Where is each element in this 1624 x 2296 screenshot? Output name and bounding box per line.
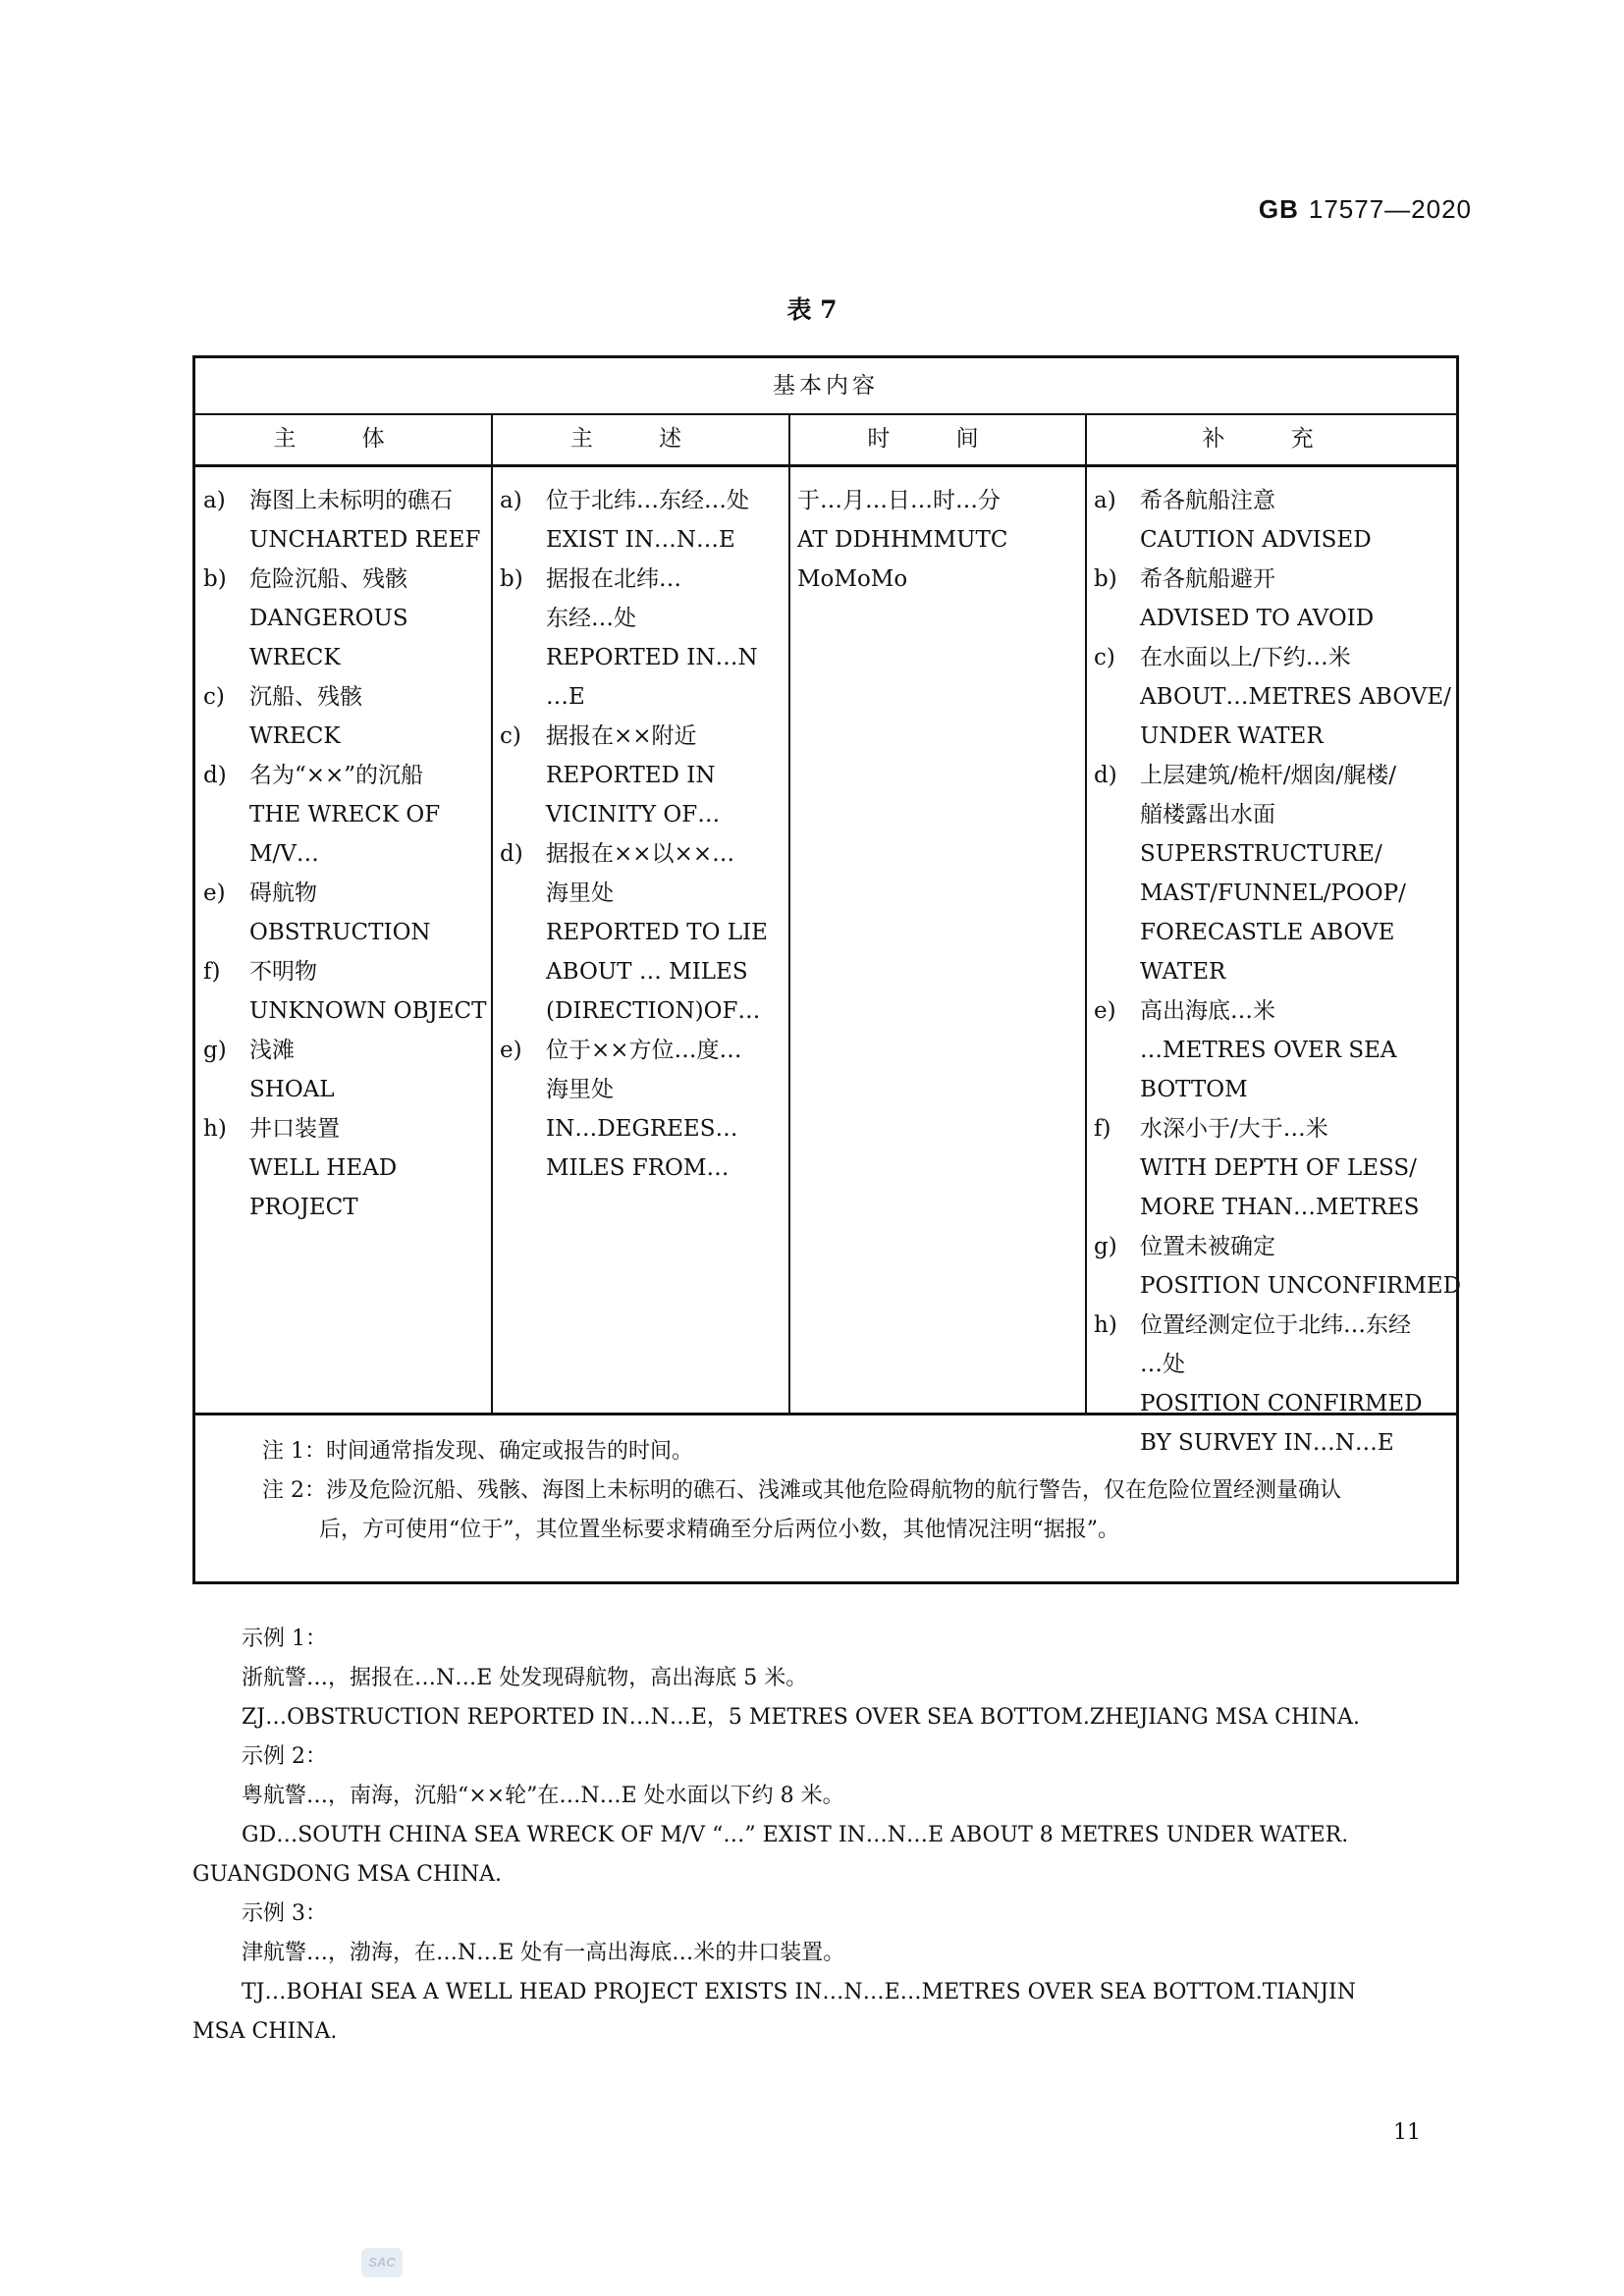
example-line: 津航警…，渤海，在…N…E 处有一高出海底…米的井口装置。 <box>242 1941 845 1965</box>
table-item <box>195 874 490 952</box>
standard-number: 17577—2020 <box>1308 194 1472 224</box>
table-item <box>492 834 786 1031</box>
item-label: e) <box>1094 998 1116 1024</box>
item-line: (DIRECTION)OF… <box>546 998 761 1024</box>
table-item <box>789 481 1084 599</box>
item-line: …METRES OVER SEA <box>1140 1038 1397 1063</box>
table-item <box>195 481 490 560</box>
item-line: M/V… <box>249 841 319 867</box>
item-label: e) <box>500 1038 522 1063</box>
item-line: FORECASTLE ABOVE <box>1140 920 1395 945</box>
page-number: 11 <box>1393 2120 1421 2145</box>
item-line: ABOUT … MILES <box>546 959 748 985</box>
item-line: 上层建筑/桅杆/烟囱/艉楼/ <box>1140 763 1396 788</box>
item-label: d) <box>1094 763 1117 788</box>
item-line: 位置未被确定 <box>1140 1234 1275 1259</box>
table-item <box>1086 756 1459 991</box>
table-top-header: 基本内容 <box>195 358 1456 415</box>
item-line: CAUTION ADVISED <box>1140 527 1372 553</box>
note-prefix: 注 2： <box>262 1478 326 1503</box>
table-notes <box>262 1432 1436 1550</box>
item-label: d) <box>203 763 227 788</box>
item-line: 浅滩 <box>249 1038 295 1063</box>
item-line: IN…DEGREES… <box>546 1116 738 1142</box>
example-title: 示例 1： <box>242 1627 327 1651</box>
note-text: 涉及危险沉船、残骸、海图上未标明的礁石、浅滩或其他危险碍航物的航行警告，仅在危险位置经测量确认 <box>326 1478 1342 1503</box>
item-line: 危险沉船、残骸 <box>249 566 407 592</box>
item-label: c) <box>1094 645 1115 670</box>
table-item <box>492 1031 786 1188</box>
item-line: 名为“××”的沉船 <box>249 763 424 788</box>
item-line: EXIST IN…N…E <box>546 527 735 553</box>
item-line: 位于北纬…东经…处 <box>546 488 749 513</box>
item-line: 于…月…日…时…分 <box>797 488 1001 513</box>
notes-divider <box>195 1413 1456 1415</box>
item-line: 碍航物 <box>249 881 317 906</box>
item-line: 位于××方位…度… <box>546 1038 742 1063</box>
table-item <box>195 756 490 874</box>
table-item <box>195 952 490 1031</box>
item-line: MILES FROM… <box>546 1155 730 1181</box>
table-item <box>492 560 786 717</box>
item-line: UNKNOWN OBJECT <box>249 998 487 1024</box>
item-line: 据报在××以××… <box>546 841 735 867</box>
item-line: MAST/FUNNEL/POOP/ <box>1140 881 1406 906</box>
item-label: b) <box>500 566 523 592</box>
column-header-supplement: 补 充 <box>1202 426 1343 452</box>
example-line: 粤航警…，南海，沉船“××轮”在…N…E 处水面以下约 8 米。 <box>242 1784 844 1808</box>
item-label: h) <box>203 1116 227 1142</box>
column-header-time: 时 间 <box>867 426 1008 452</box>
item-line: POSITION CONFIRMED <box>1140 1391 1423 1416</box>
table-item <box>195 1109 490 1227</box>
table-item <box>1086 1109 1459 1227</box>
example-line: 浙航警…，据报在…N…E 处发现碍航物，高出海底 5 米。 <box>242 1666 808 1690</box>
column-supplement <box>1086 481 1462 1463</box>
example-line: GD…SOUTH CHINA SEA WRECK OF M/V “…” EXIST IN…N…E ABOUT 8 METRES UNDER WATER. <box>242 1823 1349 1847</box>
table-item <box>492 717 786 834</box>
note-prefix: 注 1： <box>262 1439 326 1464</box>
item-line: SHOAL <box>249 1077 335 1102</box>
item-line: 沉船、残骸 <box>249 684 362 710</box>
item-line: AT DDHHMMUTC <box>797 527 1008 553</box>
item-label: b) <box>1094 566 1117 592</box>
item-line: MORE THAN…METRES <box>1140 1195 1420 1220</box>
table-item <box>1086 560 1459 638</box>
item-label: g) <box>203 1038 227 1063</box>
item-label: c) <box>203 684 225 710</box>
item-line: 位置经测定位于北纬…东经 <box>1140 1312 1411 1338</box>
note <box>262 1471 1436 1550</box>
item-line: THE WRECK OF <box>249 802 441 828</box>
note-text: 时间通常指发现、确定或报告的时间。 <box>326 1439 694 1464</box>
content-table <box>192 355 1462 1584</box>
example-line: ZJ…OBSTRUCTION REPORTED IN…N…E，5 METRES OVER SEA BOTTOM.ZHEJIANG MSA CHINA. <box>242 1705 1360 1730</box>
item-line: UNDER WATER <box>1140 723 1324 749</box>
item-line: ADVISED TO AVOID <box>1140 606 1375 631</box>
table-title: 表 7 <box>786 295 838 324</box>
item-line: WRECK <box>249 723 341 749</box>
item-line: UNCHARTED REEF <box>249 527 481 553</box>
sac-logo: SAC <box>361 2248 403 2277</box>
table-item <box>1086 638 1459 756</box>
item-line: REPORTED IN <box>546 763 716 788</box>
note <box>262 1432 1436 1471</box>
example-line: MSA CHINA. <box>192 2019 338 2044</box>
item-line: SUPERSTRUCTURE/ <box>1140 841 1382 867</box>
item-line: 水深小于/大于…米 <box>1140 1116 1328 1142</box>
item-label: a) <box>203 488 226 513</box>
example-line: GUANGDONG MSA CHINA. <box>192 1862 502 1887</box>
item-label: f) <box>203 959 221 985</box>
item-label: a) <box>1094 488 1116 513</box>
item-label: c) <box>500 723 521 749</box>
table-item <box>195 560 490 677</box>
item-line: PROJECT <box>249 1195 358 1220</box>
item-label: b) <box>203 566 227 592</box>
column-header-statement: 主 述 <box>569 426 712 452</box>
item-line: 据报在北纬… <box>546 566 681 592</box>
table-item <box>195 1031 490 1109</box>
table-item <box>1086 991 1459 1109</box>
item-line: WATER <box>1140 959 1226 985</box>
item-label: e) <box>203 881 226 906</box>
item-line: REPORTED IN…N <box>546 645 758 670</box>
item-line: 东经…处 <box>546 606 636 631</box>
item-line: WRECK <box>249 645 341 670</box>
item-line: 高出海底…米 <box>1140 998 1275 1024</box>
item-line: ABOUT…METRES ABOVE/ <box>1140 684 1451 710</box>
example-title: 示例 3： <box>242 1901 327 1926</box>
item-line: BY SURVEY IN…N…E <box>1140 1430 1394 1456</box>
examples-section <box>192 1620 1459 2052</box>
item-line: 希各航船注意 <box>1140 488 1275 513</box>
item-label: a) <box>500 488 522 513</box>
table-column-headers <box>195 413 1456 467</box>
item-line: POSITION UNCONFIRMED <box>1140 1273 1462 1299</box>
item-line: VICINITY OF… <box>546 802 721 828</box>
item-line: …E <box>546 684 585 710</box>
table-item <box>1086 481 1459 560</box>
item-line: OBSTRUCTION <box>249 920 431 945</box>
item-line: 海图上未标明的礁石 <box>249 488 453 513</box>
column-header-subject: 主 体 <box>273 426 414 452</box>
item-line: 据报在××附近 <box>546 723 697 749</box>
column-time <box>789 481 1084 599</box>
item-line: REPORTED TO LIE <box>546 920 768 945</box>
item-label: h) <box>1094 1312 1117 1338</box>
column-subject <box>195 481 490 1227</box>
item-line: 海里处 <box>546 1077 614 1102</box>
example-line: TJ…BOHAI SEA A WELL HEAD PROJECT EXISTS IN…N…E…METRES OVER SEA BOTTOM.TIANJIN <box>242 1980 1356 2004</box>
example-title: 示例 2： <box>242 1744 327 1769</box>
item-label: g) <box>1094 1234 1117 1259</box>
note-continuation: 后，方可使用“位于”，其位置坐标要求精确至分后两位小数，其他情况注明“据报”。 <box>319 1518 1119 1542</box>
item-line: 希各航船避开 <box>1140 566 1275 592</box>
item-line: …处 <box>1140 1352 1185 1377</box>
item-label: f) <box>1094 1116 1111 1142</box>
standard-prefix: GB <box>1258 194 1299 224</box>
item-line: BOTTOM <box>1140 1077 1248 1102</box>
item-line: 在水面以上/下约…米 <box>1140 645 1351 670</box>
column-statement <box>492 481 786 1188</box>
item-line: DANGEROUS <box>249 606 408 631</box>
item-line: 海里处 <box>546 881 614 906</box>
item-label: d) <box>500 841 523 867</box>
table-item <box>1086 1227 1462 1306</box>
standard-code <box>1259 194 1472 225</box>
item-line: 不明物 <box>249 959 317 985</box>
item-line: WITH DEPTH OF LESS/ <box>1140 1155 1417 1181</box>
item-line: MoMoMo <box>797 566 908 592</box>
item-line: 艏楼露出水面 <box>1140 802 1275 828</box>
table-item <box>195 677 490 756</box>
item-line: WELL HEAD <box>249 1155 398 1181</box>
table-item <box>492 481 786 560</box>
item-line: 井口装置 <box>249 1116 340 1142</box>
